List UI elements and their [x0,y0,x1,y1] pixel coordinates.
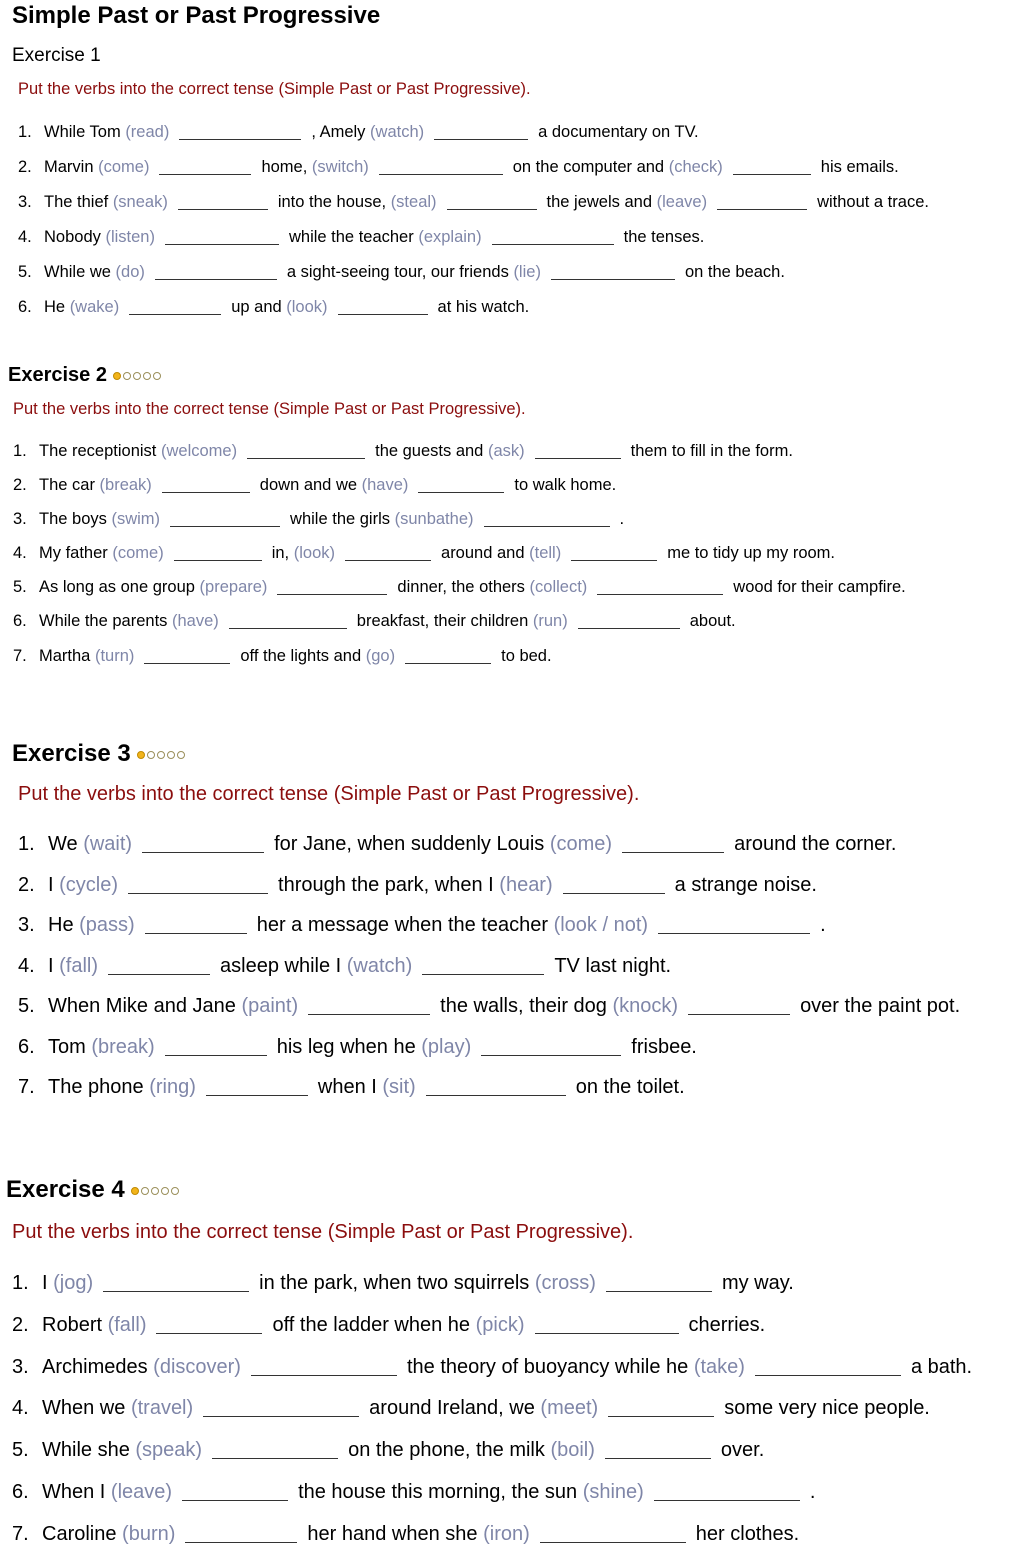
exercise-item [13,472,906,506]
sentence-text: the house this morning, the sun [298,1480,578,1503]
sentence-text: off the ladder when he [272,1313,471,1336]
empty-dot-icon [123,372,131,380]
sentence-text: home, [261,157,308,176]
answer-blank[interactable] [247,441,365,459]
sentence-text: while the teacher [288,228,414,247]
sentence-text: . [820,914,826,936]
exercise-item [18,829,960,870]
answer-blank[interactable] [597,578,723,596]
verb-hint: (welcome) [161,441,238,460]
answer-blank[interactable] [308,994,430,1015]
sentence-text: cherries. [688,1313,766,1336]
item-number: 1. [18,833,35,855]
sentence-text: around Ireland, we [369,1397,535,1420]
item-number: 3. [18,914,35,936]
sentence-text: over. [720,1439,765,1462]
verb-hint: (break) [91,1035,155,1058]
sentence-text: , Amely [311,122,366,141]
difficulty-rating [113,372,161,380]
exercise-items [18,829,960,1113]
item-number: 5. [18,995,35,1017]
verb-hint: (leave) [656,192,708,211]
exercise-heading [12,740,185,768]
sentence-text: Martha [39,646,91,665]
sentence-text: The car [39,475,95,494]
answer-blank[interactable] [165,228,279,246]
answer-blank[interactable] [206,1075,308,1096]
answer-blank[interactable] [162,475,250,493]
answer-blank[interactable] [345,544,431,562]
verb-hint: (come) [98,157,150,176]
sentence-text: . [619,509,625,528]
verb-hint: (travel) [130,1397,194,1420]
answer-blank[interactable] [608,1396,714,1417]
sentence-text: a documentary on TV. [538,122,699,141]
verb-hint: (lie) [513,263,541,282]
sentence-text: We [48,833,78,855]
answer-blank[interactable] [755,1355,901,1376]
verb-hint: (wait) [83,833,133,855]
item-number: 2. [18,157,32,176]
empty-dot-icon [151,1187,159,1195]
answer-blank[interactable] [622,832,724,853]
answer-blank[interactable] [103,1271,249,1292]
sentence-text: a sight-seeing tour, our friends [286,263,509,282]
sentence-text: up and [231,298,282,317]
sentence-text: at his watch. [437,298,530,317]
verb-hint: (come) [549,833,613,855]
verb-hint: (come) [112,544,164,563]
exercise-item [12,1519,972,1561]
verb-hint: (prepare) [199,578,268,597]
sentence-text: the walls, their dog [440,995,607,1017]
exercise-items [13,438,906,677]
item-number: 6. [13,612,27,631]
answer-blank[interactable] [129,298,221,316]
verb-hint: (knock) [612,995,679,1017]
exercise-heading-label: Exercise 4 [6,1176,125,1203]
exercise-item [13,438,906,472]
verb-hint: (meet) [540,1397,599,1420]
sentence-text: When we [42,1397,126,1420]
verb-hint: (steal) [390,192,437,211]
sentence-text: on the beach. [684,263,785,282]
item-number: 6. [18,298,32,317]
sentence-text: a strange noise. [674,873,817,896]
exercise-item [13,575,906,609]
page-title: Simple Past or Past Progressive [12,2,381,29]
verb-hint: (check) [668,157,723,176]
sentence-text: a bath. [910,1355,973,1378]
answer-blank[interactable] [145,913,247,934]
item-number: 2. [18,873,35,896]
exercise-item [13,506,906,540]
exercise-instruction: Put the verbs into the correct tense (Simple Past or Past Progressive). [13,400,526,418]
verb-hint: (speak) [135,1439,203,1462]
sentence-text: without a trace. [817,192,929,211]
answer-blank[interactable] [551,263,675,281]
verb-hint: (watch) [346,954,413,977]
verb-hint: (iron) [483,1522,530,1545]
verb-hint: (paint) [241,995,299,1017]
sentence-text: when I [317,1076,377,1098]
answer-blank[interactable] [605,1438,711,1459]
sentence-text: her clothes. [695,1522,800,1545]
answer-blank[interactable] [128,873,268,894]
sentence-text: As long as one group [39,578,195,597]
empty-dot-icon [143,372,151,380]
empty-dot-icon [157,751,165,759]
answer-blank[interactable] [142,832,264,853]
sentence-text: breakfast, their children [356,612,529,631]
sentence-text: TV last night. [554,954,672,977]
answer-blank[interactable] [338,298,428,316]
answer-blank[interactable] [178,192,268,210]
exercise-item [18,119,929,154]
filled-dot-icon [113,372,121,380]
exercise-item [18,260,929,295]
item-number: 6. [12,1480,29,1503]
verb-hint: (discover) [153,1355,241,1378]
sentence-text: down and we [259,475,358,494]
item-number: 4. [13,544,27,563]
verb-hint: (wake) [69,298,120,317]
verb-hint: (swim) [111,509,161,528]
sentence-text: He [48,914,74,936]
verb-hint: (take) [693,1355,745,1378]
answer-blank[interactable] [578,612,680,630]
sentence-text: them to fill in the form. [630,441,793,460]
sentence-text: While Tom [44,122,121,141]
item-number: 5. [12,1439,29,1462]
exercise-heading [12,45,101,67]
exercise-item [12,1393,972,1435]
sentence-text: While she [42,1439,130,1462]
item-number: 2. [13,475,27,494]
exercise-item [18,295,929,330]
answer-blank[interactable] [418,475,504,493]
sentence-text: the guests and [375,441,484,460]
sentence-text: Nobody [44,228,101,247]
item-number: 1. [13,441,27,460]
answer-blank[interactable] [405,646,491,664]
verb-hint: (go) [365,646,396,665]
sentence-text: Tom [48,1035,86,1058]
sentence-text: Marvin [44,157,94,176]
answer-blank[interactable] [535,1313,679,1334]
exercise-item [18,870,960,911]
sentence-text: wood for their campfire. [733,578,906,597]
exercise-instruction: Put the verbs into the correct tense (Simple Past or Past Progressive). [18,783,640,805]
empty-dot-icon [177,751,185,759]
verb-hint: (ask) [487,441,525,460]
sentence-text: while the girls [290,509,391,528]
verb-hint: (look) [293,544,336,563]
sentence-text: in, [271,544,290,563]
item-number: 4. [18,228,32,247]
sentence-text: The thief [44,192,109,211]
item-number: 4. [18,954,35,977]
verb-hint: (play) [421,1035,472,1058]
answer-blank[interactable] [492,228,614,246]
exercise-item [18,951,960,992]
verb-hint: (break) [99,475,152,494]
verb-hint: (pass) [79,914,135,936]
sentence-text: The phone [48,1076,144,1098]
exercise-item [13,609,906,643]
exercise-instruction: Put the verbs into the correct tense (Simple Past or Past Progressive). [18,80,531,98]
sentence-text: her hand when she [307,1522,478,1545]
sentence-text: over the paint pot. [800,995,961,1017]
difficulty-rating [131,1187,179,1195]
exercise-item [12,1352,972,1394]
verb-hint: (pick) [475,1313,525,1336]
answer-blank[interactable] [108,954,210,975]
verb-hint: (do) [115,263,145,282]
exercise-instruction: Put the verbs into the correct tense (Simple Past or Past Progressive). [12,1221,634,1243]
item-number: 7. [13,646,27,665]
sentence-text: on the toilet. [575,1076,685,1098]
answer-blank[interactable] [688,994,790,1015]
sentence-text: I [42,1272,48,1294]
item-number: 7. [12,1522,29,1545]
verb-hint: (have) [361,475,409,494]
exercise-heading [6,1176,179,1204]
answer-blank[interactable] [606,1271,712,1292]
sentence-text: My father [39,544,108,563]
exercise-item [18,154,929,189]
verb-hint: (sit) [382,1076,416,1098]
sentence-text: my way. [721,1272,794,1294]
sentence-text: to bed. [501,646,552,665]
sentence-text: The receptionist [39,441,157,460]
exercise-item [12,1310,972,1352]
answer-blank[interactable] [447,192,537,210]
sentence-text: When Mike and Jane [48,995,236,1017]
exercise-heading-label: Exercise 1 [12,45,101,66]
answer-blank[interactable] [144,646,230,664]
answer-blank[interactable] [155,263,277,281]
exercise-item [12,1477,972,1519]
sentence-text: on the phone, the milk [348,1439,545,1462]
answer-blank[interactable] [182,1480,288,1501]
exercise-item [12,1268,972,1310]
verb-hint: (leave) [110,1480,173,1503]
answer-blank[interactable] [251,1355,397,1376]
sentence-text: dinner, the others [397,578,525,597]
exercise-item [18,910,960,951]
sentence-text: around the corner. [734,833,897,855]
item-number: 6. [18,1035,35,1058]
exercise-item [18,1032,960,1073]
answer-blank[interactable] [484,509,610,527]
sentence-text: asleep while I [220,954,342,977]
verb-hint: (switch) [311,157,369,176]
sentence-text: for Jane, when suddenly Louis [274,833,545,855]
exercise-item [13,643,906,677]
item-number: 5. [13,578,27,597]
verb-hint: (boil) [550,1439,595,1462]
answer-blank[interactable] [159,157,251,175]
sentence-text: Archimedes [42,1355,148,1378]
verb-hint: (shine) [582,1480,644,1503]
difficulty-rating [137,751,185,759]
sentence-text: me to tidy up my room. [667,544,836,563]
sentence-text: through the park, when I [278,873,494,896]
sentence-text: . [809,1480,816,1503]
answer-blank[interactable] [203,1396,359,1417]
answer-blank[interactable] [717,192,807,210]
verb-hint: (collect) [529,578,588,597]
exercise-items [18,119,929,330]
answer-blank[interactable] [563,873,665,894]
verb-hint: (burn) [122,1522,176,1545]
sentence-text: his emails. [820,157,899,176]
filled-dot-icon [131,1187,139,1195]
empty-dot-icon [167,751,175,759]
sentence-text: I [48,954,54,977]
verb-hint: (ring) [149,1076,196,1098]
sentence-text: the theory of buoyancy while he [406,1355,689,1378]
answer-blank[interactable] [571,544,657,562]
exercise-item [12,1435,972,1477]
answer-blank[interactable] [426,1075,566,1096]
exercise-item [18,991,960,1032]
exercise-item [13,541,906,575]
answer-blank[interactable] [422,954,544,975]
item-number: 3. [12,1355,29,1378]
sentence-text: about. [689,612,736,631]
answer-blank[interactable] [179,122,301,140]
answer-blank[interactable] [535,441,621,459]
item-number: 2. [12,1313,29,1336]
sentence-text: I [48,873,54,896]
sentence-text: the jewels and [546,192,653,211]
verb-hint: (read) [125,122,170,141]
verb-hint: (sunbathe) [394,509,474,528]
sentence-text: The boys [39,509,107,528]
empty-dot-icon [147,751,155,759]
verb-hint: (cross) [534,1272,596,1294]
answer-blank[interactable] [277,578,387,596]
sentence-text: While we [44,263,111,282]
exercise-heading-label: Exercise 3 [12,740,131,767]
answer-blank[interactable] [658,913,810,934]
answer-blank[interactable] [540,1522,686,1543]
empty-dot-icon [161,1187,169,1195]
sentence-text: her a message when the teacher [256,914,549,936]
item-number: 1. [18,122,32,141]
verb-hint: (run) [532,612,568,631]
sentence-text: around and [441,544,525,563]
answer-blank[interactable] [229,612,347,630]
verb-hint: (explain) [418,228,482,247]
exercise-items [12,1268,972,1561]
empty-dot-icon [171,1187,179,1195]
verb-hint: (look) [286,298,328,317]
empty-dot-icon [153,372,161,380]
verb-hint: (fall) [107,1313,147,1336]
item-number: 5. [18,263,32,282]
item-number: 4. [12,1397,29,1420]
exercise-item [18,1072,960,1113]
sentence-text: off the lights and [240,646,362,665]
exercise-item [18,225,929,260]
sentence-text: the tenses. [623,228,705,247]
exercise-item [18,189,929,224]
answer-blank[interactable] [174,544,262,562]
verb-hint: (cycle) [59,873,119,896]
empty-dot-icon [133,372,141,380]
answer-blank[interactable] [156,1313,262,1334]
exercise-heading [8,364,161,387]
verb-hint: (have) [172,612,219,631]
exercise-heading-label: Exercise 2 [8,364,107,386]
answer-blank[interactable] [434,122,528,140]
sentence-text: While the parents [39,612,168,631]
verb-hint: (turn) [94,646,135,665]
answer-blank[interactable] [379,157,503,175]
item-number: 7. [18,1076,35,1098]
answer-blank[interactable] [185,1522,297,1543]
verb-hint: (fall) [59,954,99,977]
verb-hint: (look / not) [553,914,649,936]
sentence-text: some very nice people. [724,1397,930,1420]
sentence-text: on the computer and [512,157,665,176]
sentence-text: Caroline [42,1522,117,1545]
answer-blank[interactable] [733,157,811,175]
answer-blank[interactable] [654,1480,800,1501]
sentence-text: his leg when he [276,1035,416,1058]
verb-hint: (tell) [529,544,562,563]
item-number: 3. [18,192,32,211]
verb-hint: (sneak) [112,192,168,211]
sentence-text: in the park, when two squirrels [259,1272,530,1294]
answer-blank[interactable] [170,509,280,527]
verb-hint: (hear) [499,873,553,896]
sentence-text: When I [42,1480,106,1503]
sentence-text: Robert [42,1313,103,1336]
sentence-text: into the house, [277,192,387,211]
answer-blank[interactable] [165,1035,267,1056]
verb-hint: (listen) [105,228,155,247]
item-number: 1. [12,1272,29,1294]
answer-blank[interactable] [212,1438,338,1459]
filled-dot-icon [137,751,145,759]
empty-dot-icon [141,1187,149,1195]
verb-hint: (watch) [370,122,425,141]
answer-blank[interactable] [481,1035,621,1056]
sentence-text: frisbee. [631,1035,697,1058]
verb-hint: (jog) [53,1272,94,1294]
sentence-text: to walk home. [514,475,617,494]
item-number: 3. [13,509,27,528]
sentence-text: He [44,298,66,317]
